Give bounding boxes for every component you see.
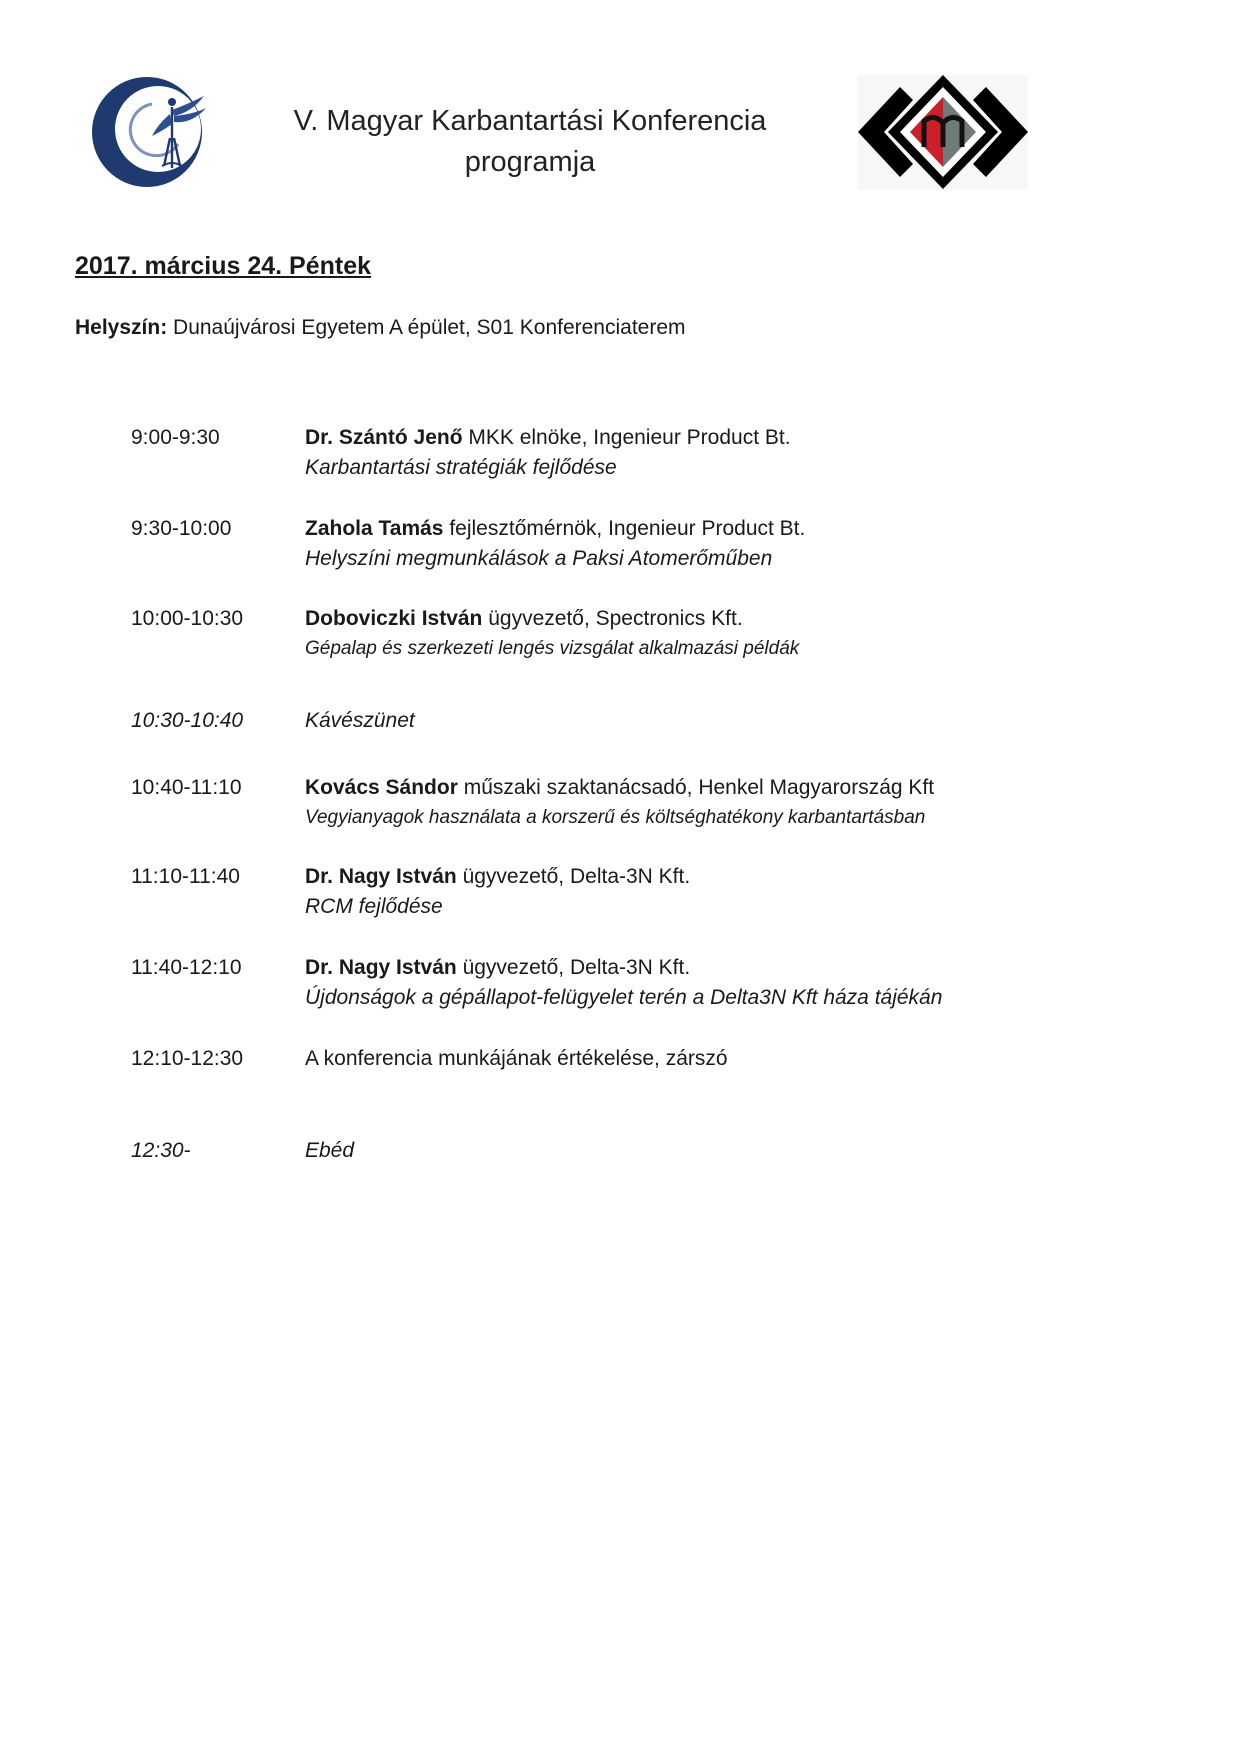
session-speaker-line: [305, 604, 1205, 634]
talk-title: Vegyianyagok használata a korszerű és költséghatékony karbantartásban: [305, 807, 926, 828]
closing-session-text: A konferencia munkájának értékelése, zárszó: [305, 1047, 728, 1070]
session-time: 10:30-10:40: [131, 709, 244, 732]
session-time: 11:10-11:40: [131, 865, 240, 888]
talk-title: RCM fejlődése: [305, 895, 443, 918]
talk-title: Helyszíni megmunkálások a Paksi Atomerőműben: [305, 547, 773, 570]
venue-label: Helyszín:: [75, 316, 168, 339]
session-time: 9:30-10:00: [131, 517, 232, 540]
mkk-diamond-logo: [858, 75, 1028, 190]
document-title: V. Magyar Karbantartási Konferencia: [293, 105, 767, 137]
conference-emblem-logo: [92, 74, 208, 190]
session-speaker-line: [305, 862, 1205, 892]
speaker-name: Dr. Nagy István: [305, 865, 457, 888]
speaker-role: ügyvezető, Spectronics Kft.: [482, 607, 743, 630]
speaker-role: műszaki szaktanácsadó, Henkel Magyarország Kft: [457, 776, 935, 799]
speaker-role: ügyvezető, Delta-3N Kft.: [456, 956, 691, 979]
session-speaker-line: [305, 953, 1205, 983]
venue-line: [75, 316, 686, 340]
break-label: Kávészünet: [305, 709, 415, 732]
session-speaker-line: [305, 514, 1205, 544]
session-details: [305, 773, 1205, 833]
session-details: [305, 862, 1205, 922]
session-time: 10:40-11:10: [131, 776, 242, 799]
speaker-name: Dr. Szántó Jenő: [305, 426, 463, 449]
session-details: [305, 604, 1205, 664]
speaker-role: MKK elnöke, Ingenieur Product Bt.: [462, 426, 791, 449]
session-time: 9:00-9:30: [131, 426, 220, 449]
break-label: Ebéd: [305, 1139, 355, 1162]
speaker-name: Kovács Sándor: [305, 776, 458, 799]
event-date: 2017. március 24. Péntek: [75, 252, 372, 280]
session-details: [305, 423, 1205, 483]
document-subtitle: programja: [464, 146, 596, 178]
session-time: 12:30-: [131, 1139, 191, 1162]
session-details: [305, 514, 1205, 574]
speaker-name: Dr. Nagy István: [305, 956, 457, 979]
speaker-name: Zahola Tamás: [305, 517, 444, 540]
session-details: [305, 953, 1205, 1013]
session-speaker-line: [305, 423, 1205, 453]
speaker-role: ügyvezető, Delta-3N Kft.: [456, 865, 691, 888]
talk-title: Újdonságok a gépállapot-felügyelet terén a Delta3N Kft háza tájékán: [305, 986, 943, 1009]
session-time: 10:00-10:30: [131, 607, 244, 630]
speaker-role: fejlesztőmérnök, Ingenieur Product Bt.: [443, 517, 806, 540]
session-time: 12:10-12:30: [131, 1047, 244, 1070]
speaker-name: Doboviczki István: [305, 607, 483, 630]
session-time: 11:40-12:10: [131, 956, 242, 979]
venue-value: Dunaújvárosi Egyetem A épület, S01 Konferenciaterem: [167, 316, 686, 339]
session-speaker-line: [305, 773, 1205, 803]
talk-title: Gépalap és szerkezeti lengés vizsgálat alkalmazási példák: [305, 638, 800, 659]
talk-title: Karbantartási stratégiák fejlődése: [305, 456, 617, 479]
